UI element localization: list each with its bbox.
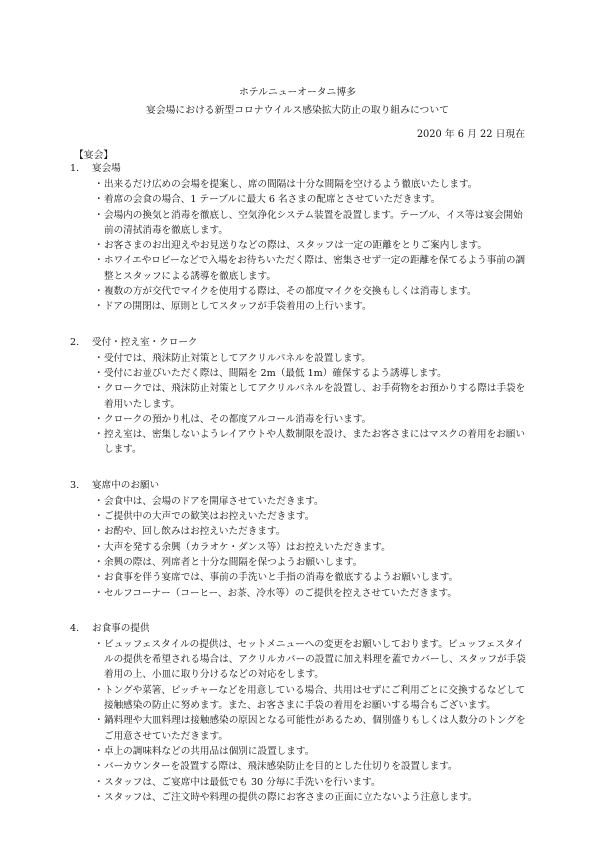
section-title: お食事の提供 xyxy=(92,622,150,634)
bullet-text: 鍋料理や大皿料理は接触感染の原因となる可能性があるため、個別盛りもしくは人数分のトングをご用意させていただきます。 xyxy=(104,715,526,742)
bullet-text: お酌や、回し飲みはお控えいただきます。 xyxy=(104,526,286,538)
list-item xyxy=(94,284,530,299)
bullet-text: 会場内の換気と消毒を徹底し、空気浄化システム装置を設置します。テーブル、イス等は宴会開始前の清拭消毒を徹底します。 xyxy=(104,209,523,236)
section-number: 3. xyxy=(70,479,80,491)
list-item xyxy=(94,208,530,239)
list-item xyxy=(94,366,530,381)
bullet-text: ドアの開閉は、原則としてスタッフが手袋着用の上行います。 xyxy=(104,301,372,313)
list-item xyxy=(94,555,530,570)
bullet-mark: ・ xyxy=(94,413,104,425)
document-date: 2020 年 6 月 22 日現在 xyxy=(416,129,525,140)
list-item xyxy=(94,509,530,524)
bullet-text: 受付にお並びいただく際は、間隔を 2m（最低 1m）確保するよう誘導します。 xyxy=(104,367,447,379)
bullet-mark: ・ xyxy=(94,761,104,773)
bullet-text: ご提供中の大声での歓笑はお控えいただきます。 xyxy=(104,511,315,523)
bullet-text: 会食中は、会場のドアを開扉させていただきます。 xyxy=(104,495,324,507)
bullet-mark: ・ xyxy=(94,240,104,252)
bullet-mark: ・ xyxy=(94,255,104,267)
bullet-text: 複数の方が交代でマイクを使用する際は、その都度マイクを交換もしくは消毒します。 xyxy=(104,286,477,298)
bullet-mark: ・ xyxy=(94,745,104,757)
list-item xyxy=(94,570,530,585)
list-item xyxy=(94,299,530,314)
bullet-mark: ・ xyxy=(94,495,104,507)
bullet-text: ビュッフェスタイルの提供は、セットメニューへの変更をお願いしております。ビュッフェスタイルの提供を希望される場合は、アクリルカバーの設置に加え料理を蓋でカバーし、スタッフが手袋着用の上、小皿に取り分けるなどの対応をします。 xyxy=(104,638,526,681)
bullet-mark: ・ xyxy=(94,511,104,523)
section xyxy=(70,621,530,805)
section-title: 宴会場 xyxy=(92,163,121,174)
bullet-text: セルフコーナー（コーヒー、お茶、冷水等）のご提供を控えさせていただきます。 xyxy=(104,587,457,599)
list-item xyxy=(94,177,530,192)
bullet-text: バーカウンターを設置する際は、飛沫感染防止を目的とした仕切りを設置します。 xyxy=(104,761,458,773)
document-title: 宴会場における新型コロナウイルス感染拡大防止の取り組みについて xyxy=(146,105,449,116)
bullet-mark: ・ xyxy=(94,209,104,221)
bullet-mark: ・ xyxy=(94,301,104,313)
bullet-mark: ・ xyxy=(94,715,104,727)
section-heading xyxy=(70,335,530,351)
list-item xyxy=(94,524,530,539)
hotel-name: ホテルニューオータニ博多 xyxy=(239,87,356,98)
list-item xyxy=(94,238,530,253)
bullet-mark: ・ xyxy=(94,194,104,206)
list-item xyxy=(94,192,530,207)
bullet-mark: ・ xyxy=(94,429,104,441)
bullet-text: お客さまのお出迎えやお見送りなどの際は、スタッフは一定の距離をとりご案内します。 xyxy=(104,240,487,252)
bullet-text: トングや菜箸、ピッチャーなどを用意している場合、共用はせずにご利用ごとに交換するなどして接触感染の防止に努めます。また、お客さまに手袋の着用をお願いする場合もございます。 xyxy=(104,684,526,712)
section-number: 1. xyxy=(70,163,80,174)
section-heading xyxy=(70,621,530,637)
bullet-mark: ・ xyxy=(94,526,104,538)
bullet-text: 余興の際は、列席者と十分な間隔を保つようお願いします。 xyxy=(104,556,363,568)
bullet-list xyxy=(70,494,530,601)
bullet-mark: ・ xyxy=(94,684,104,696)
bullet-mark: ・ xyxy=(94,352,104,364)
section-title: 宴席中のお願い xyxy=(92,479,160,491)
bullet-text: 大声を発する余興（カラオケ・ダンス等）はお控えいただきます。 xyxy=(104,541,391,553)
bullet-list xyxy=(70,351,530,458)
bullet-mark: ・ xyxy=(94,383,104,395)
bullet-text: クロークでは、飛沫防止対策としてアクリルパネルを設置し、お手荷物をお預かりする際は手袋を着用いたします。 xyxy=(104,383,526,410)
bullet-text: スタッフは、ご宴席中は最低でも 30 分毎に手洗いを行います。 xyxy=(104,776,381,788)
bullet-text: スタッフは、ご注文時や料理の提供の際にお客さまの正面に立たないよう注意します。 xyxy=(104,791,478,803)
list-item xyxy=(94,713,530,744)
bullet-text: 卓上の調味料などの共用品は個別に設置します。 xyxy=(104,745,315,757)
bullet-mark: ・ xyxy=(94,179,104,190)
section-number: 4. xyxy=(70,622,80,634)
document-header xyxy=(0,84,595,120)
bullet-mark: ・ xyxy=(94,556,104,568)
list-item xyxy=(94,253,530,284)
bullet-list xyxy=(70,177,530,315)
section-heading xyxy=(70,161,530,177)
section-title: 受付・控え室・クローク xyxy=(92,336,198,348)
bullet-mark: ・ xyxy=(94,572,104,584)
section xyxy=(70,478,530,601)
bullet-text: ホワイエやロビーなどで入場をお待ちいただく際は、密集させず一定の距離を保てるよう事前の調整とスタッフによる誘導を徹底します。 xyxy=(104,255,526,282)
bullet-mark: ・ xyxy=(94,776,104,788)
bullet-text: お食事を伴う宴席では、事前の手洗いと手指の消毒を徹底するようお願いします。 xyxy=(104,572,459,584)
sections-container xyxy=(70,161,530,825)
bullet-text: 控え室は、密集しないようレイアウトや人数制限を設け、またお客さまにはマスクの着用をお願いします。 xyxy=(104,429,525,456)
list-item xyxy=(94,759,530,774)
list-item xyxy=(94,381,530,412)
list-item xyxy=(94,637,530,683)
section-heading xyxy=(70,478,530,494)
list-item xyxy=(94,775,530,790)
bullet-mark: ・ xyxy=(94,541,104,553)
bullet-list xyxy=(70,637,530,805)
section-number: 2. xyxy=(70,336,80,348)
list-item xyxy=(94,351,530,366)
bullet-mark: ・ xyxy=(94,367,104,379)
list-item xyxy=(94,494,530,509)
bullet-text: 受付では、飛沫防止対策としてアクリルパネルを設置します。 xyxy=(104,352,371,364)
list-item xyxy=(94,586,530,601)
list-item xyxy=(94,790,530,805)
section xyxy=(70,161,530,315)
bullet-mark: ・ xyxy=(94,791,104,803)
list-item xyxy=(94,683,530,714)
bullet-text: 出来るだけ広めの会場を提案し、席の間隔は十分な間隔を空けるよう徹底いたします。 xyxy=(104,179,478,190)
bullet-mark: ・ xyxy=(94,587,104,599)
list-item xyxy=(94,744,530,759)
list-item xyxy=(94,427,530,458)
section xyxy=(70,335,530,458)
list-item xyxy=(94,540,530,555)
category-label: 【宴会】 xyxy=(74,150,114,161)
bullet-text: クロークの預かり札は、その都度アルコール消毒を行います。 xyxy=(104,413,372,425)
bullet-mark: ・ xyxy=(94,286,104,298)
bullet-mark: ・ xyxy=(94,638,104,650)
list-item xyxy=(94,412,530,427)
bullet-text: 着席の会食の場合、1 テーブルに最大 6 名さまの配席とさせていただきます。 xyxy=(104,194,441,206)
